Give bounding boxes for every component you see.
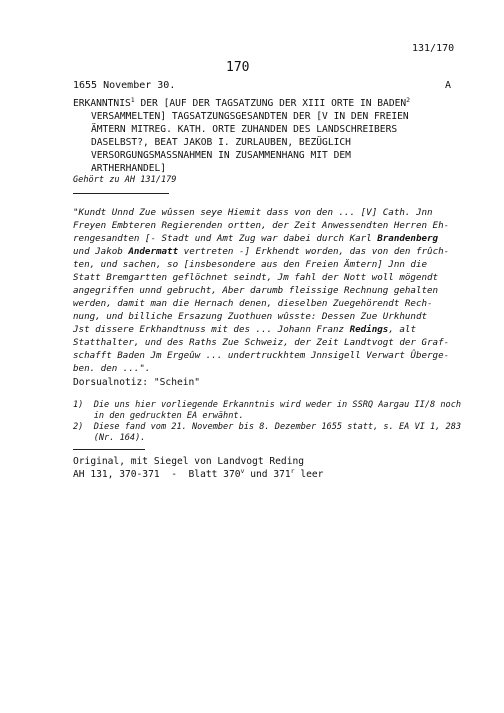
body-text: nung, und billiche Ersazung Zuothuen wûsste: Dessen Zue Urkhundt (73, 311, 428, 322)
title-line: ARTHERHANDEL] (91, 163, 167, 174)
body-line (73, 349, 449, 362)
body-line (73, 271, 449, 284)
dorsual-note: Dorsualnotiz: "Schein" (73, 377, 201, 388)
footnotes (73, 400, 461, 444)
body-text: "Kundt Unnd Zue wûssen seye Hiemit dass von den ... [V] Cath. Jnn (73, 207, 433, 218)
body-line (73, 297, 449, 310)
title-line: ÄMTERN MITREG. KATH. ORTE ZUHANDEN DES LANDSCHREIBERS (91, 124, 398, 135)
body-text: angegriffen unnd gebrucht, Aber darumb fleissige Rechnung gehalten (73, 285, 439, 296)
document-title (73, 97, 410, 175)
body-line (73, 245, 449, 258)
body-line (73, 219, 449, 232)
document-date: 1655 November 30. (73, 80, 176, 91)
body-text: werden, damit man die Hernach denen, dieselben Zuegehörendt Rech- (73, 298, 433, 309)
separator-rule (73, 193, 169, 194)
title-line: VERSAMMELTEN] TAGSATZUNGSGESANDTEN DER [V IN DEN FREIEN (91, 111, 409, 122)
body-line (73, 310, 449, 323)
body-name-bold: Andermatt (128, 246, 179, 257)
body-line (73, 323, 449, 336)
body-text: vertreten -] Erkhendt worden, das von den frûch- (178, 246, 450, 257)
body-line (73, 336, 449, 349)
separator-rule (73, 449, 145, 450)
body-line (73, 258, 449, 271)
belongs-to-note: Gehört zu AH 131/179 (73, 175, 177, 185)
document-number: 170 (226, 60, 250, 75)
body-line (73, 284, 449, 297)
source-line: AH 131, 370-371 - Blatt 370$^v$ und 371$^r$ leer (73, 466, 324, 480)
title-line: ERKANNTNIS$^1$ DER [AUF DER TAGSATZUNG DER XIII ORTE IN BADEN$^2$ (73, 95, 411, 109)
body-name-bold: Brandenberg (377, 233, 439, 244)
footnote: 1) Die uns hier vorliegende Erkanntnis wird weder in SSRQ Aargau II/8 noch in den gedruckten EA erwähnt. (73, 400, 462, 421)
body-text: rengesandten [- Stadt und Amt Zug war dabei durch Karl (73, 233, 378, 244)
body-line (73, 206, 449, 219)
body-name-bold: Redings (349, 324, 389, 335)
document-body (73, 206, 449, 375)
body-text: Freyen Embteren Regierenden ortten, der Zeit Anwessendten Herren Eh- (73, 220, 450, 231)
body-line (73, 362, 449, 375)
footnote: 2) Diese fand vom 21. November bis 8. Dezember 1655 statt, s. EA VI 1, 283 (Nr. 164). (73, 422, 462, 443)
body-line (73, 232, 449, 245)
source-line: Original, mit Siegel von Landvogt Reding (73, 456, 305, 467)
body-text: ben. den ...". (73, 363, 151, 374)
document-marker: A (445, 80, 452, 91)
body-text: Jst dissere Erkhandtnuss mit des ... Johann Franz (73, 324, 350, 335)
body-text: Statthalter, und des Raths Zue Schweiz, der Zeit Landtvogt der Graf- (73, 337, 450, 348)
body-text: schafft Baden Jm Ergeûw ... undertruckhtem Jnnsigell Verwart Ûberge- (73, 350, 450, 361)
body-text: , alt (388, 324, 416, 335)
source-info (73, 455, 323, 481)
page-reference: 131/170 (412, 43, 455, 54)
body-text: Statt Bremgartten geflöchnet seindt, Jm fahl der Nott woll mögendt (73, 272, 439, 283)
title-line: DASELBST?, BEAT JAKOB I. ZURLAUBEN, BEZÜGLICH (91, 137, 351, 148)
body-text: ten, und sachen, so [insbesondere aus den Freien Ämtern] Jnn die (73, 259, 428, 270)
body-text: und Jakob (73, 246, 129, 257)
title-line: VERSORGUNGSMASSNAHMEN IN ZUSAMMENHANG MIT DEM (91, 150, 351, 161)
